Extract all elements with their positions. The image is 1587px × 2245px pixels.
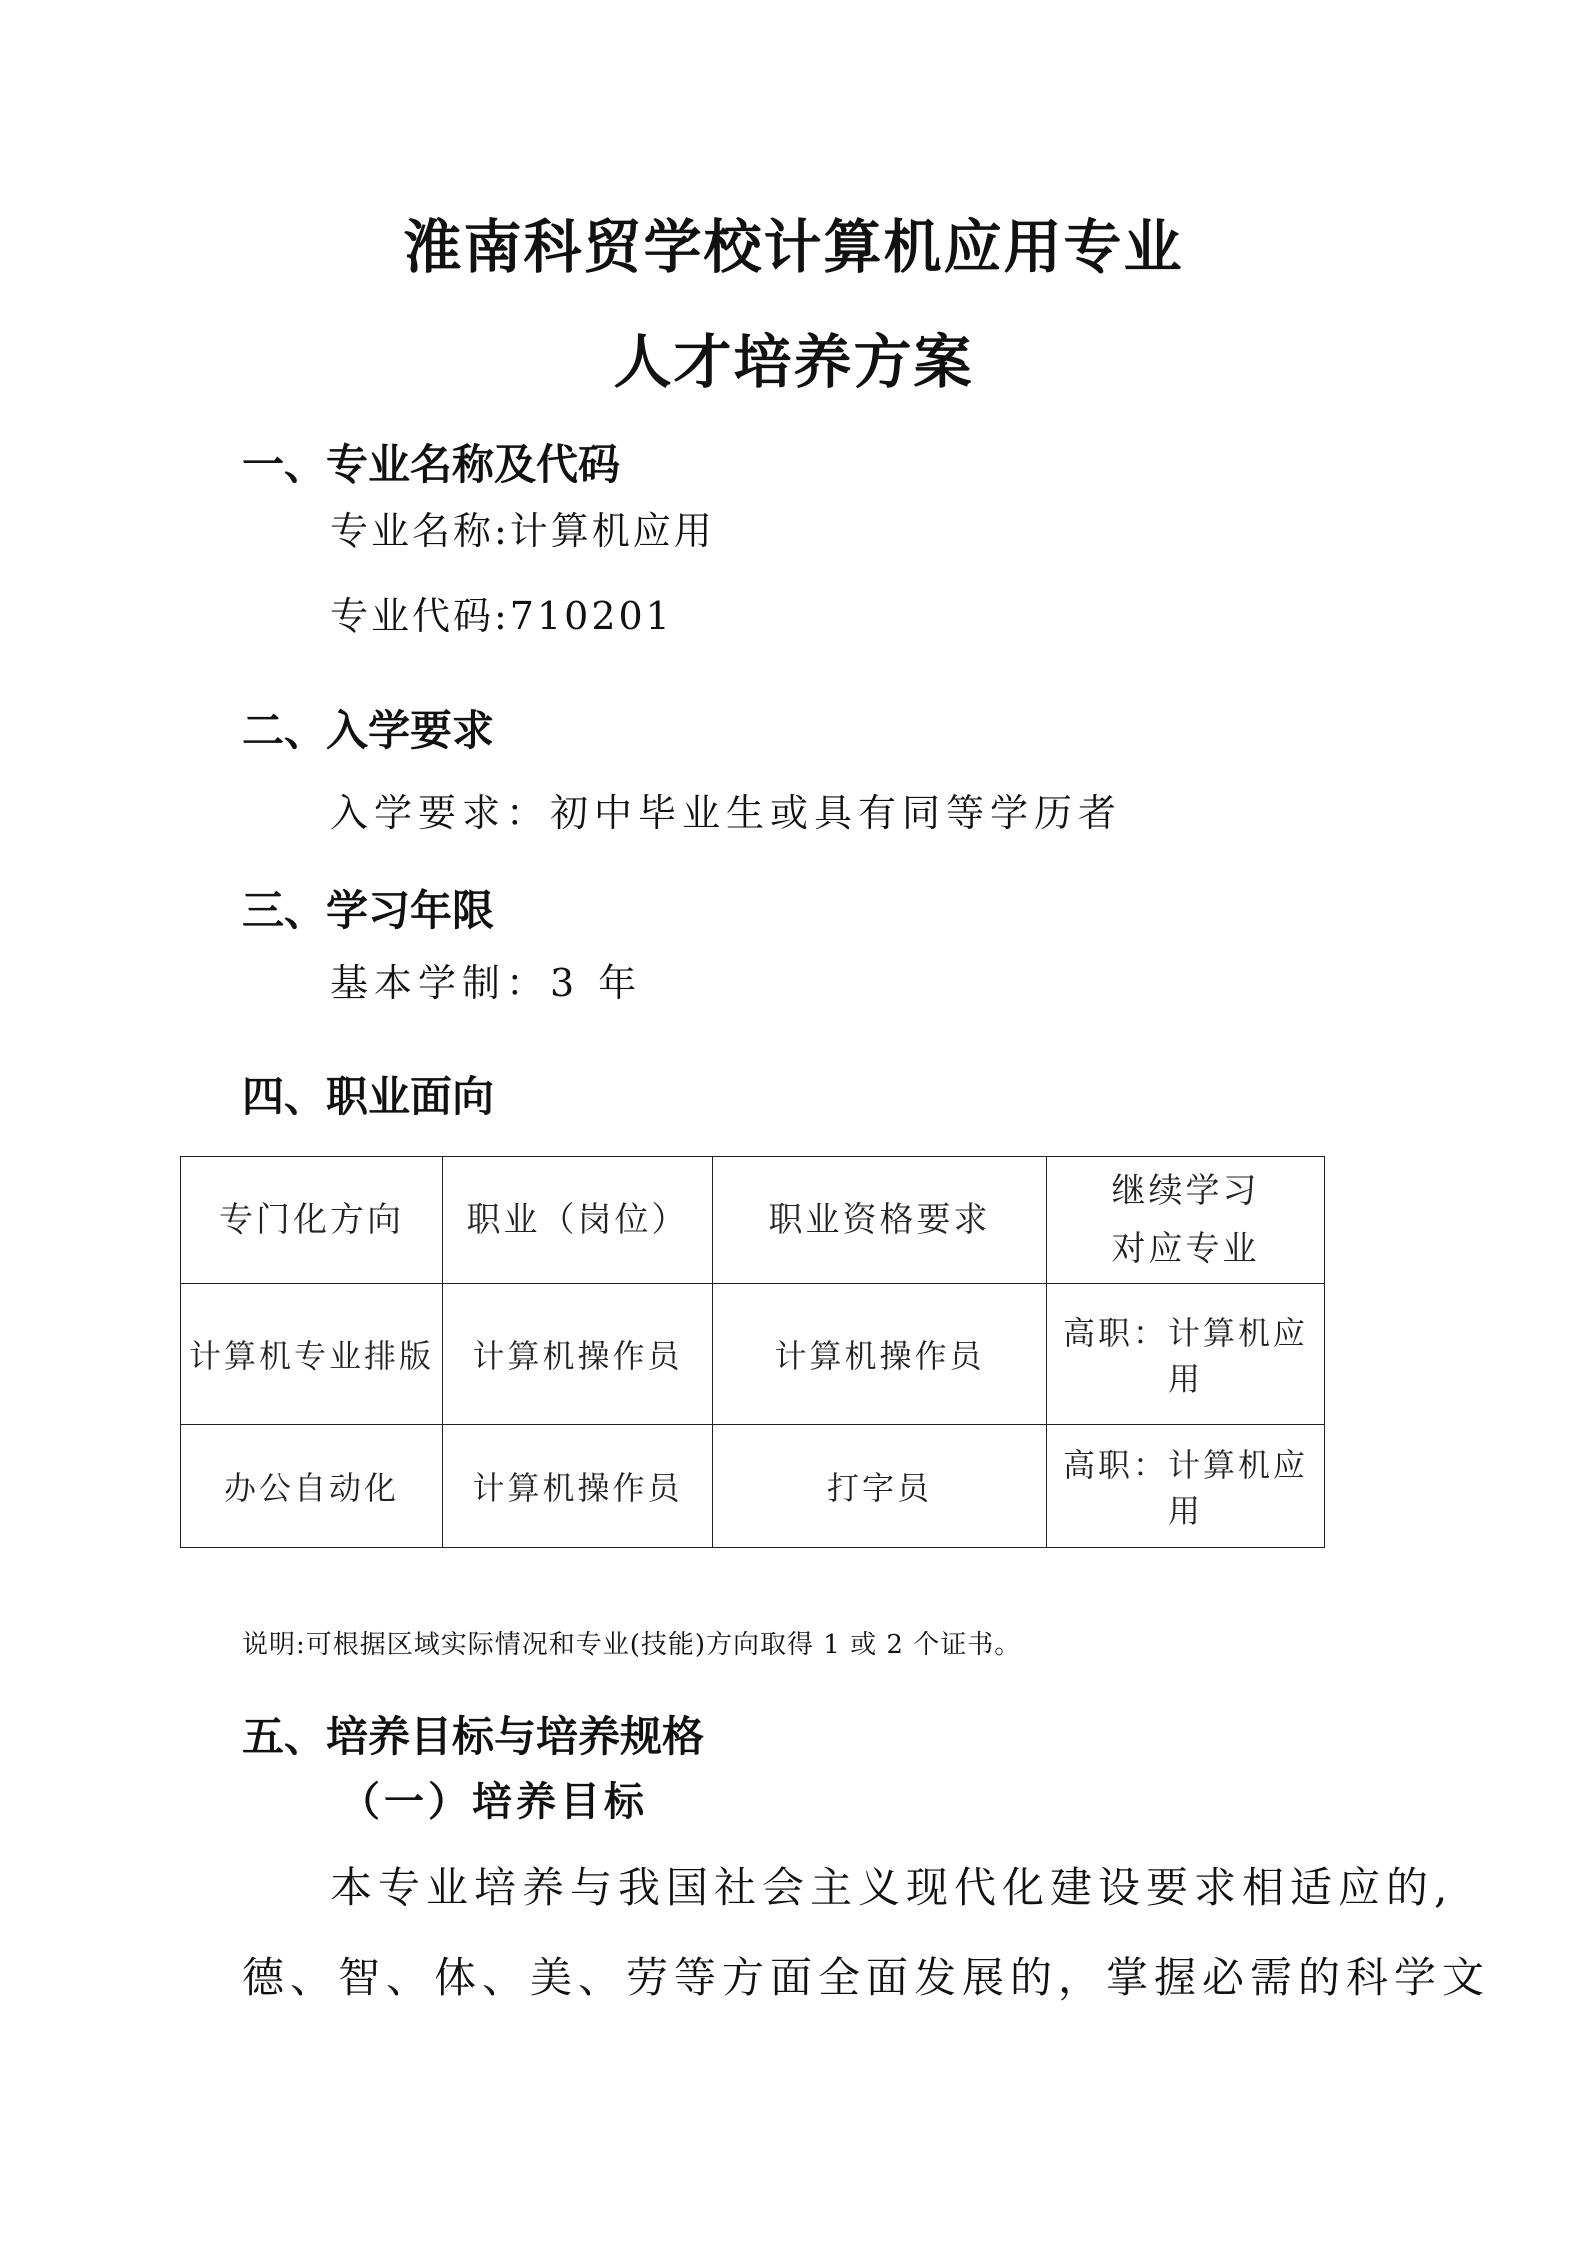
header-cell-line: 对应专业 <box>1111 1229 1260 1269</box>
page-title-line1: 淮南科贸学校计算机应用专业 <box>403 213 1184 281</box>
study-duration: 基本学制：3 年 <box>330 961 643 1005</box>
table-note: 说明:可根据区域实际情况和专业(技能)方向取得 1 或 2 个证书。 <box>242 1630 1022 1660</box>
training-goal-subheading: （一）培养目标 <box>340 1778 648 1825</box>
section3-heading: 三、学习年限 <box>242 886 495 935</box>
major-name-line: 专业名称:计算机应用 <box>330 509 715 553</box>
section2-heading: 二、入学要求 <box>242 706 495 755</box>
header-cell-continue-study <box>1047 1157 1325 1284</box>
career-table <box>180 1156 1325 1548</box>
page-title-line2: 人才培养方案 <box>613 328 974 396</box>
table-cell: 办公自动化 <box>181 1425 443 1548</box>
table-cell: 高职：计算机应用 <box>1047 1425 1325 1548</box>
major-code-line: 专业代码:710201 <box>330 594 673 638</box>
table-row <box>181 1425 1325 1548</box>
table-cell: 计算机操作员 <box>443 1425 713 1548</box>
paragraph-line: 德、智、体、美、劳等方面全面发展的，掌握必需的科学文 <box>242 1953 1491 2002</box>
paragraph-line: 本专业培养与我国社会主义现代化建设要求相适应的, <box>330 1863 1454 1912</box>
section5-heading: 五、培养目标与培养规格 <box>242 1712 705 1761</box>
header-cell: 职业（岗位） <box>443 1157 713 1284</box>
header-cell-line: 继续学习 <box>1111 1171 1260 1211</box>
section1-heading: 一、专业名称及代码 <box>242 440 621 489</box>
header-cell: 专门化方向 <box>181 1157 443 1284</box>
admission-requirement: 入学要求：初中毕业生或具有同等学历者 <box>330 791 1123 835</box>
table-cell: 计算机操作员 <box>443 1284 713 1425</box>
header-cell: 职业资格要求 <box>713 1157 1047 1284</box>
table-header-row <box>181 1157 1325 1284</box>
table-cell: 高职：计算机应用 <box>1047 1284 1325 1425</box>
table-cell: 计算机专业排版 <box>181 1284 443 1425</box>
section4-heading: 四、职业面向 <box>242 1072 495 1121</box>
table-cell: 打字员 <box>713 1425 1047 1548</box>
table-row <box>181 1284 1325 1425</box>
table-cell: 计算机操作员 <box>713 1284 1047 1425</box>
